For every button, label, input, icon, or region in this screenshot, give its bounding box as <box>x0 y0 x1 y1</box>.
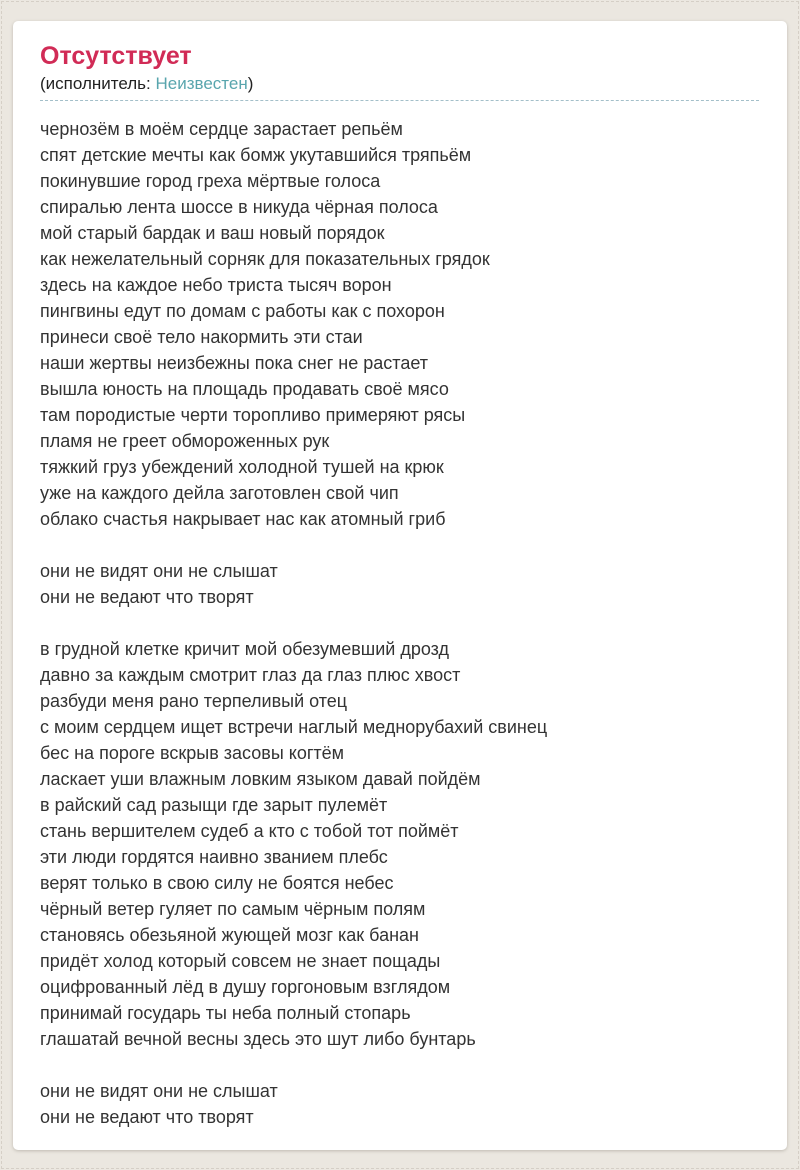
lyric-line: покинувшие город греха мёртвые голоса <box>40 171 381 191</box>
artist-suffix: ) <box>247 74 254 93</box>
lyric-line: верят только в свою силу не боятся небес <box>40 873 394 893</box>
lyric-line: уже на каждого дейла заготовлен свой чип <box>40 483 399 503</box>
lyric-line: стань вершителем судеб а кто с тобой тот поймёт <box>40 821 459 841</box>
lyrics-text <box>40 116 759 1130</box>
lyric-line: чернозём в моём сердце зарастает репьём <box>40 119 403 139</box>
lyric-line: разбуди меня рано терпеливый отец <box>40 691 348 711</box>
dashed-separator <box>40 100 759 101</box>
lyric-line: вышла юность на площадь продавать своё мясо <box>40 379 449 399</box>
lyric-line: спят детские мечты как бомж укутавшийся тряпьём <box>40 145 472 165</box>
lyric-line: в грудной клетке кричит мой обезумевший дрозд <box>40 639 449 659</box>
lyric-line: пламя не греет обмороженных рук <box>40 431 330 451</box>
lyric-line: пингвины едут по домам с работы как с похорон <box>40 301 445 321</box>
lyric-line: принимай государь ты неба полный стопарь <box>40 1003 411 1023</box>
lyric-line: становясь обезьяной жующей мозг как банан <box>40 925 419 945</box>
lyric-line: они не ведают что творят <box>40 1107 254 1127</box>
lyric-line: с моим сердцем ищет встречи наглый меднорубахий свинец <box>40 717 548 737</box>
lyric-line: они не видят они не слышат <box>40 1081 278 1101</box>
lyric-line: принеси своё тело накормить эти стаи <box>40 327 363 347</box>
lyric-line: придёт холод который совсем не знает пощады <box>40 951 441 971</box>
lyric-line <box>40 1052 759 1078</box>
lyric-line: они не видят они не слышат <box>40 561 278 581</box>
lyric-line: наши жертвы неизбежны пока снег не растает <box>40 353 428 373</box>
artist-line <box>40 73 759 94</box>
lyric-line: бес на пороге вскрыв засовы когтём <box>40 743 345 763</box>
lyric-line: в райский сад разыщи где зарыт пулемёт <box>40 795 388 815</box>
lyric-line: ласкает уши влажным ловким языком давай пойдём <box>40 769 481 789</box>
lyric-line: тяжкий груз убеждений холодной тушей на крюк <box>40 457 444 477</box>
lyric-line: спиралью лента шоссе в никуда чёрная полоса <box>40 197 438 217</box>
lyrics-card <box>13 21 787 1150</box>
lyric-line: давно за каждым смотрит глаз да глаз плюс хвост <box>40 665 461 685</box>
lyric-line: они не ведают что творят <box>40 587 254 607</box>
lyric-line: мой старый бардак и ваш новый порядок <box>40 223 385 243</box>
lyric-line: как нежелательный сорняк для показательных грядок <box>40 249 490 269</box>
lyric-line: глашатай вечной весны здесь это шут либо бунтарь <box>40 1029 476 1049</box>
artist-prefix: (исполнитель: <box>40 74 156 93</box>
lyric-line <box>40 610 759 636</box>
lyric-line: оцифрованный лёд в душу горгоновым взглядом <box>40 977 451 997</box>
lyric-line: чёрный ветер гуляет по самым чёрным полям <box>40 899 426 919</box>
lyric-line: облако счастья накрывает нас как атомный гриб <box>40 509 446 529</box>
lyric-line: эти люди гордятся наивно званием плебс <box>40 847 388 867</box>
lyric-line: здесь на каждое небо триста тысяч ворон <box>40 275 392 295</box>
artist-link[interactable]: Неизвестен <box>155 74 248 93</box>
lyric-line <box>40 532 759 558</box>
lyric-line: там породистые черти торопливо примеряют рясы <box>40 405 466 425</box>
song-title: Отсутствует <box>40 42 192 70</box>
